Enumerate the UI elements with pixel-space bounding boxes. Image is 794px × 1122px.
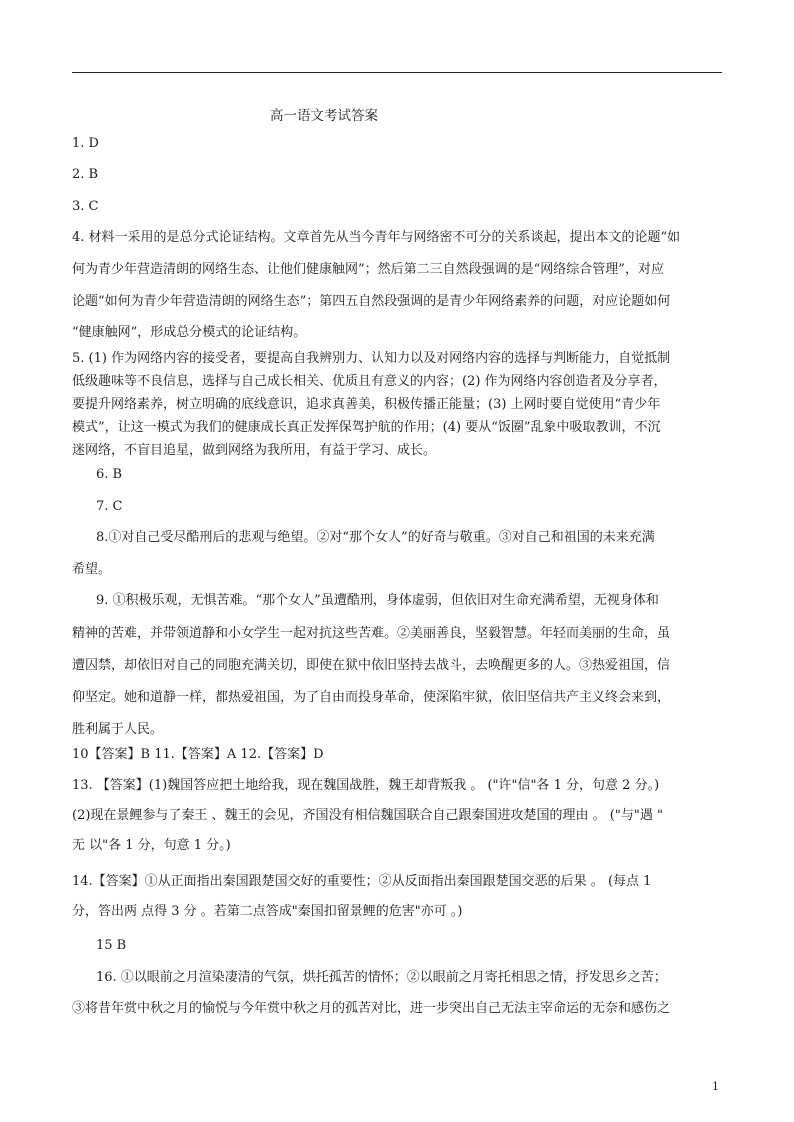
answer-line: 分，答出两 点得 3 分 。若第二点答成"秦国扣留景鲤的危害"亦可 。) [72,904,463,919]
answer-line: 论题“如何为青少年营造清朗的网络生态”；第四五自然段强调的是青少年网络素养的问题，对应论题如何 [72,294,671,309]
answer-line: 要提升网络素养，树立明确的底线意识，追求真善美，积极传播正能量；(3) 上网时要自觉使用“青少年 [72,397,661,412]
answer-line: 模式”，让这一模式为我们的健康成长真正发挥保驾护航的作用；(4) 要从“饭圈”乱象中吸取教训，不沉 [72,420,661,435]
answer-line: 6. B [96,467,123,482]
answer-line: 10【答案】B 11.【答案】A 12.【答案】D [72,747,324,762]
answer-line: 精神的苦难，并带领道静和小女学生一起对抗这些苦难。②美丽善良，坚毅智慧。年轻而美丽的生命，虽 [72,626,671,641]
answer-line: 2. B [72,167,99,182]
answer-line: “健康触网”，形成总分模式的论证结构。 [72,325,307,340]
answer-line: 1. D [72,136,99,151]
answer-line: 迷网络，不盲目追星，做到网络为我所用，有益于学习、成长。 [72,443,437,458]
answer-line: 14.【答案】①从正面指出秦国跟楚国交好的重要性；②从反面指出秦国跟楚国交恶的后果 。 (每点 1 [72,874,652,889]
answer-line: ③将昔年赏中秋之月的愉悦与今年赏中秋之月的孤苦对比，进一步突出自己无法主宰命运的无奈和感伤之 [72,1001,671,1016]
page-title: 高一语文考试答案 [270,108,378,124]
answer-line: 16. ①以眼前之月渲染凄清的气氛，烘托孤苦的情怀；②以眼前之月寄托相思之情，抒发思乡之苦； [96,970,667,985]
answer-line: 希望。 [72,562,112,577]
answer-line: 3. C [72,199,99,214]
answer-line: 何为青少年营造清朗的网络生态、让他们健康触网”；然后第二三自然段强调的是“网络综合管理”，对应 [72,262,664,277]
answer-line: 8.①对自己受尽酷刑后的悲观与绝望。②对“那个女人”的好奇与敬重。③对自己和祖国的未来充满 [96,530,655,545]
answer-line: 13. 【答案】(1)魏国答应把土地给我，现在魏国战胜，魏王却背叛我 。 ("许"信"各 1 分，句意 2 分。) [72,778,660,793]
answer-line: 仰坚定。她和道静一样，都热爱祖国，为了自由而投身革命，使深陷牢狱，依旧坚信共产主义终会来到， [72,690,671,705]
answer-line: 胜利属于人民。 [72,722,164,737]
answer-line: 5. (1) 作为网络内容的接受者，要提高自我辨别力、认知力以及对网络内容的选择与判断能力，自觉抵制 [72,351,671,366]
answer-line: 15 B [96,938,127,953]
page-number: 1 [712,1080,719,1093]
answer-line: 9. ①积极乐观，无惧苦难。“那个女人”虽遭酷刑，身体虚弱，但依旧对生命充满希望，无视身体和 [96,593,659,608]
answer-line: 7. C [96,499,123,514]
answer-line: (2)现在景鲤参与了秦王 、魏王的会见，齐国没有相信魏国联合自己跟秦国进攻楚国的理由 。 ("与"遇 " [72,808,663,823]
answer-line: 低级趣味等不良信息，选择与自己成长相关、优质且有意义的内容；(2) 作为网络内容创造者及分享者， [72,374,667,389]
answer-line: 无 以"各 1 分，句意 1 分。) [72,838,231,853]
header-rule [72,72,722,73]
answer-line: 4. 材料一采用的是总分式论证结构。文章首先从当今青年与网络密不可分的关系谈起，提出本文的论题“如 [72,230,681,245]
answer-line: 遭囚禁，却依旧对自己的同胞充满关切，即使在狱中依旧坚持去战斗，去唤醒更多的人。③热爱祖国，信 [72,658,671,673]
